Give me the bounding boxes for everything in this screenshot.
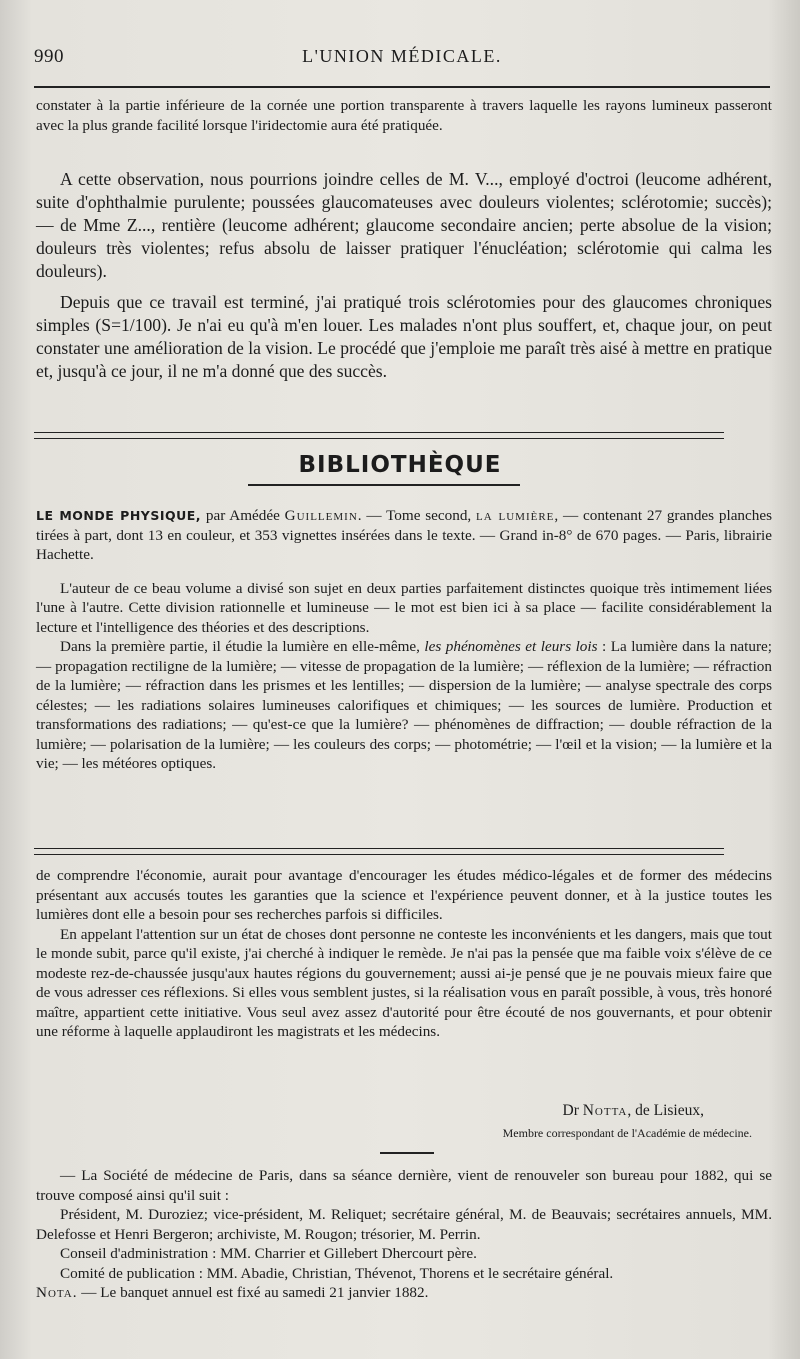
signature-title: Membre correspondant de l'Académie de médecine. [502, 1126, 752, 1140]
news-paragraph-1: — La Société de médecine de Paris, dans sa séance dernière, vient de renouveler son bureau pour 1882, qui se trouve composé ainsi qu'il suit : [36, 1167, 772, 1204]
signature-name: Notta [582, 1102, 628, 1119]
italic-phrase: les phénomènes et leurs lois [424, 638, 598, 655]
book-volume: la lumière [476, 507, 555, 524]
feuilleton-section [36, 866, 772, 1042]
news-paragraph-3: Conseil d'administration : MM. Charrier et Gillebert Dhercourt père. [60, 1245, 477, 1262]
section-title: BIBLIOTHÈQUE [298, 452, 502, 478]
review-paragraph-2: Dans la première partie, il étudie la lumière en elle-même, les phénomènes et leurs lois : La lumière dans la nature; — propagation rectiligne de la lumière; — vitesse de propagation de la lumière; — réflexion de la lumière; — réfraction de la lumière; — réfraction dans les prismes et les lentilles; — dispersion de la lumière; — analyse spectrale des corps célestes; — les radiations solaires lumineuses calorifiques et chimiques; — les sources de lumière. Production et transformations des radiations; — qu'est-ce que la lumière? — phénomènes de diffraction; — double réfraction de la lumière; — polarisation de la lumière; — les couleurs des corps; — photométrie; — l'œil et la vision; — la lumière et la vie; — les météores optiques. [36, 638, 772, 772]
news-paragraph-2: Président, M. Duroziez; vice-président, M. Reliquet; secrétaire général, M. de Beauvais; secrétaires annuels, MM. Delefosse et Henri Bergeron; archiviste, M. Rougon; trésorier, M. Perrin. [36, 1206, 772, 1243]
review-paragraph-1: L'auteur de ce beau volume a divisé son sujet en deux parties parfaitement distinctes quoique très intimement liées l'une à l'autre. Cette division rationnelle et lumineuse — le mot est bien ici à sa place — facilite considérablement la lecture et l'intelligence des théories et des descriptions. [36, 579, 772, 636]
signature: Dr Notta, de Lisieux, [562, 1102, 704, 1119]
running-title: L'UNION MÉDICALE. [302, 46, 502, 66]
feuilleton-paragraph-2: En appelant l'attention sur un état de choses dont personne ne conteste les inconvénients et les dangers, mais que tout le monde subit, parce qu'il existe, j'ai cherché à indiquer le remède. Je n'ai pas la pensée que ma faible voix s'élève de ce modeste rez-de-chaussée jusqu'aux hautes régions du gouvernement; aussi ai-je pensé que je ne pouvais mieux faire que de vous adresser ces réflexions. Si elles vous semblent justes, si la réalisation vous en paraît possible, à vous, très honoré maître, appartient cette initiative. Vous seul avez assez d'autorité pour être écouté de nos gouvernants, et pour obtenir une réforme à laquelle applaudiront les magistrats et les médecins. [36, 925, 772, 1040]
sclerotomy-paragraph: Depuis que ce travail est terminé, j'ai pratiqué trois sclérotomies pour des glaucomes chroniques simples (S=1/100). Je n'ai eu qu'à m'en louer. Les malades n'ont plus souffert, et, chaque jour, on peut constater une amélioration de la vision. Le procédé que j'emploie me paraît très aisé à mettre en pratique et, jusqu'à ce jour, il ne m'a donné que des succès. [36, 292, 772, 381]
feuilleton-double-rule [34, 848, 724, 855]
observation-paragraph: A cette observation, nous pourrions joindre celles de M. V..., employé d'octroi (leucome adhérent, suite d'ophthalmie purulente; poussées glaucomateuses avec douleurs violentes; sclérotomie; succès); — de Mme Z..., rentière (leucome adhérent; glaucome secondaire ancien; perte absolue de la vision; douleurs très violentes; refus absolu de laisser pratiquer l'énucléation; sclérotomie qui calma les douleurs). [36, 169, 772, 281]
nota-label: Nota. [36, 1284, 78, 1301]
news-nota: Nota. — Le banquet annuel est fixé au samedi 21 janvier 1882. [36, 1284, 429, 1301]
page-header [34, 46, 770, 76]
book-reference: LE MONDE PHYSIQUE, par Amédée Guillemin. — Tome second, la lumière, — contenant 27 grandes planches tirées à part, dont 13 en couleur, et 353 vignettes insérées dans le texte. — Grand in-8° de 670 pages. — Paris, librairie Hachette. [36, 507, 773, 563]
page-number: 990 [34, 46, 64, 67]
short-divider [380, 1152, 434, 1154]
feuilleton-paragraph-1: de comprendre l'économie, aurait pour avantage d'encourager les études médico-légales et de former des médecins présentant aux accusés toutes les garanties que la science et l'expérience peuvent donner, et à la justice toutes les lumières dont elle a besoin pour ses recherches parfois si difficiles. [36, 867, 772, 923]
bibliotheque-section [36, 506, 772, 774]
section-double-rule [34, 432, 724, 439]
continuation-text: constater à la partie inférieure de la cornée une portion transparente à travers laquelle les rayons lumineux passeront avec la plus grande facilité lorsque l'iridectomie aura été pratiquée. [36, 97, 772, 134]
observation-section [36, 168, 772, 383]
book-title: LE MONDE PHYSIQUE, [36, 508, 202, 523]
title-underline [248, 484, 520, 486]
news-section [36, 1166, 772, 1303]
header-rule [34, 86, 770, 88]
book-author: Guillemin [284, 507, 358, 524]
news-paragraph-4: Comité de publication : MM. Abadie, Christian, Thévenot, Thorens et le secrétaire général. [60, 1264, 614, 1282]
top-small-paragraph [36, 96, 772, 135]
